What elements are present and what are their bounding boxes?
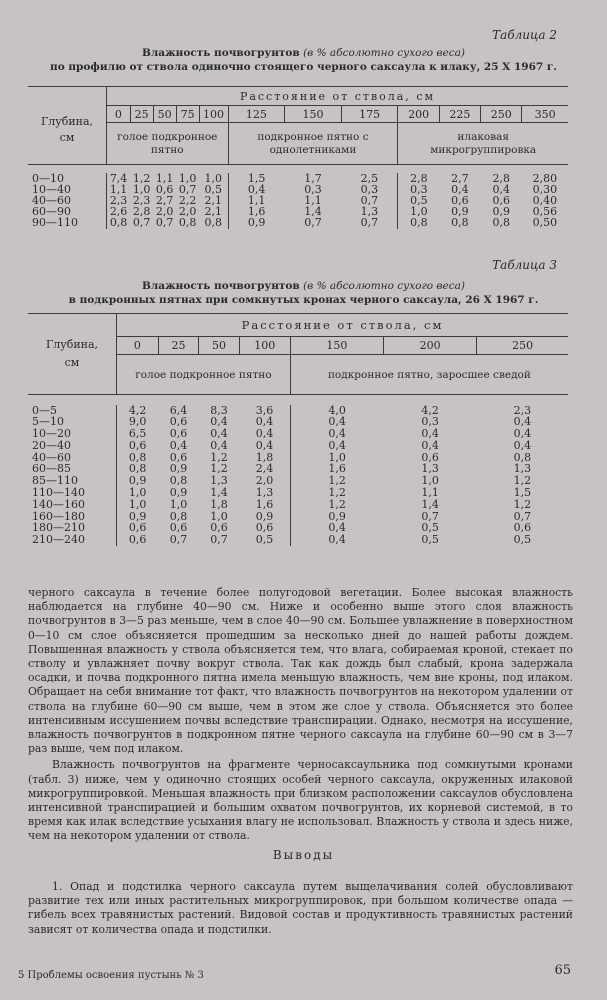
value-cell: 1,0 bbox=[132, 182, 151, 196]
value-cell: 1,4 bbox=[210, 486, 228, 500]
value-cell: 0,4 bbox=[290, 416, 383, 428]
value-cell: 0,6 bbox=[169, 450, 188, 464]
value-cell: 0,8 bbox=[398, 217, 439, 228]
group-bare-spot: голое подкронное пятно bbox=[107, 123, 229, 165]
table-row bbox=[28, 217, 568, 228]
depth-cell: 0—10 bbox=[32, 171, 64, 185]
value-cell: 0,4 bbox=[290, 534, 383, 546]
value-cell: 0,6 bbox=[117, 534, 159, 546]
value-cell: 1,2 bbox=[513, 474, 532, 488]
group-ilak-micro: илаковая микрогруппировка bbox=[398, 123, 568, 165]
value-cell: 0,3 bbox=[360, 182, 379, 196]
value-cell: 1,1 bbox=[304, 193, 322, 207]
table-row bbox=[28, 195, 568, 206]
value-cell: 0,8 bbox=[513, 450, 532, 464]
distance-value: 350 bbox=[522, 106, 568, 123]
table-row bbox=[28, 173, 568, 184]
value-cell: 0,3 bbox=[398, 184, 439, 195]
depth-cell: 110—140 bbox=[32, 486, 85, 500]
value-cell: 0,9 bbox=[290, 511, 383, 523]
value-cell: 0,6 bbox=[117, 522, 159, 534]
paragraph-2: Влажность почвогрунтов на фрагменте черносаксаульника под сомкнутыми кронами (табл. 3) ниже, чем у одиночно стоящих особей черного саксаула, окруженных илаковой микрогруппировкой. Меньшая влажность при близком расположении саксаулов обусловлена интенсивной транспирацией и большим охватом почвогрунтов, их корневой системой, в то время как илак вследствие усыхания влагу не использовал. Влажность у ствола и здесь ниже, чем на некотором удалении от ствола. bbox=[28, 758, 573, 843]
value-cell: 0,4 bbox=[290, 428, 383, 440]
value-cell: 0,7 bbox=[360, 216, 379, 230]
value-cell: 6,4 bbox=[169, 403, 188, 417]
table-3-title-italic: (в % абсолютно сухого веса) bbox=[303, 280, 465, 292]
table-3-title bbox=[0, 280, 607, 293]
value-cell: 0,7 bbox=[360, 193, 379, 207]
value-cell: 1,0 bbox=[117, 499, 159, 511]
depth-header-line-2: см bbox=[59, 130, 75, 144]
value-cell: 1,0 bbox=[290, 452, 383, 464]
value-cell: 0,56 bbox=[532, 205, 558, 219]
value-cell: 0,6 bbox=[155, 182, 174, 196]
value-cell: 0,8 bbox=[451, 216, 469, 230]
value-cell: 2,2 bbox=[178, 193, 197, 207]
value-cell: 1,0 bbox=[210, 509, 228, 523]
table-row bbox=[28, 184, 568, 195]
value-cell: 2,1 bbox=[204, 205, 223, 219]
value-cell: 1,6 bbox=[255, 497, 274, 511]
value-cell: 0,8 bbox=[204, 216, 223, 230]
table-2-title-italic: (в % абсолютно сухого веса) bbox=[303, 47, 465, 59]
value-cell: 1,2 bbox=[290, 487, 383, 499]
paragraph-1: черного саксаула в течение более полугодовой вегетации. Более высокая влажность наблюдается на глубине 40—90 см. Ниже и особенно выше этого слоя влажность почвогрунтов в 3—5 раз меньше, чем в слое 40—90 см. Большее увлажнение в поверхностном 0—10 см слое объясняется прошедшим за несколько дней до нашей работы дождем. Повышенная влажность у ствола объясняется тем, что влага, собираемая кроной, стекает по стволу и увлажняет почву вокруг ствола. Так как дождь был слабый, крона задержала осадки, и почва подкронного пятна имела меньшую влажность, чем вне кроны, под илаком. Обращает на себя внимание тот факт, что влажность почвогрунтов на некотором удалении от ствола на глубине 60—90 см выше, чем в этом же слое у ствола. Объясняется это более интенсивным иссушением почвы вследствие транспирации. Однако, несмотря на иссушение, влажность почвогрунтов в подкронном пятне черного саксаула на глубине 60—90 см в 3—7 раз выше, чем под илаком. bbox=[28, 586, 573, 756]
table-row bbox=[28, 405, 568, 417]
distance-value: 125 bbox=[228, 106, 285, 123]
value-cell: 1,4 bbox=[421, 497, 439, 511]
depth-header bbox=[28, 314, 117, 395]
value-cell: 0,9 bbox=[169, 462, 188, 476]
value-cell: 2,80 bbox=[532, 171, 558, 185]
distance-value: 150 bbox=[290, 337, 383, 355]
value-cell: 2,3 bbox=[107, 195, 131, 206]
value-cell: 0,9 bbox=[169, 486, 188, 500]
value-cell: 0,4 bbox=[513, 438, 532, 452]
value-cell: 2,1 bbox=[204, 193, 223, 207]
value-cell: 0,8 bbox=[178, 216, 197, 230]
table-row bbox=[28, 475, 568, 487]
value-cell: 0,4 bbox=[255, 427, 274, 441]
value-cell: 0,4 bbox=[451, 182, 469, 196]
table-3 bbox=[28, 313, 568, 546]
depth-cell: 210—240 bbox=[32, 533, 85, 547]
group-annuals-spot: подкронное пятно с однолетниками bbox=[228, 123, 398, 165]
depth-cell: 160—180 bbox=[32, 509, 85, 523]
value-cell: 1,3 bbox=[360, 205, 379, 219]
value-cell: 0,4 bbox=[290, 440, 383, 452]
value-cell: 1,2 bbox=[290, 499, 383, 511]
value-cell: 0,6 bbox=[451, 193, 469, 207]
value-cell: 0,7 bbox=[169, 533, 188, 547]
page-number: 65 bbox=[554, 963, 571, 978]
table-2 bbox=[28, 86, 568, 229]
value-cell: 2,8 bbox=[398, 173, 439, 184]
value-cell: 0,4 bbox=[210, 415, 228, 429]
distance-header: Расстояние от ствола, см bbox=[117, 314, 569, 337]
value-cell: 2,7 bbox=[451, 171, 469, 185]
distance-value: 50 bbox=[153, 106, 176, 123]
depth-header bbox=[28, 87, 107, 165]
value-cell: 0,50 bbox=[532, 216, 558, 230]
value-cell: 1,4 bbox=[304, 205, 322, 219]
value-cell: 0,6 bbox=[169, 427, 188, 441]
distance-value: 0 bbox=[107, 106, 131, 123]
value-cell: 0,6 bbox=[492, 193, 510, 207]
table-3-label: Таблица 3 bbox=[492, 258, 557, 272]
table-2-subtitle: по профилю от ствола одиночно стоящего черного саксаула к илаку, 25 X 1967 г. bbox=[50, 61, 557, 73]
value-cell: 0,7 bbox=[178, 182, 197, 196]
value-cell: 1,0 bbox=[178, 171, 197, 185]
value-cell: 1,3 bbox=[513, 462, 532, 476]
value-cell: 0,4 bbox=[513, 427, 532, 441]
distance-values-row bbox=[28, 106, 568, 123]
value-cell: 4,2 bbox=[421, 403, 439, 417]
value-cell: 2,0 bbox=[255, 474, 274, 488]
value-cell: 1,2 bbox=[210, 450, 228, 464]
value-cell: 2,0 bbox=[155, 205, 174, 219]
value-cell: 0,6 bbox=[421, 450, 439, 464]
value-cell: 1,1 bbox=[155, 171, 174, 185]
table-3-subtitle: в подкронных пятнах при сомкнутых кронах черного саксаула, 26 X 1967 г. bbox=[68, 294, 539, 306]
value-cell: 0,5 bbox=[513, 533, 532, 547]
value-cell: 1,6 bbox=[290, 463, 383, 475]
value-cell: 0,8 bbox=[169, 509, 188, 523]
table-3-body bbox=[28, 395, 568, 547]
value-cell: 6,5 bbox=[117, 428, 159, 440]
value-cell: 0,4 bbox=[290, 522, 383, 534]
value-cell: 0,4 bbox=[421, 427, 439, 441]
table-row bbox=[28, 440, 568, 452]
distance-value: 250 bbox=[477, 337, 568, 355]
table-2-title bbox=[0, 47, 607, 60]
value-cell: 0,4 bbox=[513, 415, 532, 429]
table-row bbox=[28, 534, 568, 546]
value-cell: 0,7 bbox=[421, 509, 439, 523]
value-cell: 0,9 bbox=[255, 509, 274, 523]
conclusion-paragraph: 1. Опад и подстилка черного саксаула путем выщелачивания солей обусловливают развитие тех или иных растительных микрогруппировок, при большом количестве опада — гибель всех травянистых растений. Видовой состав и продуктивность травянистых растений зависят от количества опада и подстилки. bbox=[28, 880, 573, 936]
value-cell: 0,4 bbox=[255, 438, 274, 452]
value-cell: 0,4 bbox=[210, 427, 228, 441]
depth-cell: 10—20 bbox=[32, 427, 71, 441]
value-cell: 0,8 bbox=[117, 463, 159, 475]
table-row bbox=[28, 428, 568, 440]
distance-value: 0 bbox=[117, 337, 159, 355]
value-cell: 1,2 bbox=[210, 462, 228, 476]
table-row bbox=[28, 522, 568, 534]
value-cell: 1,7 bbox=[304, 171, 322, 185]
value-cell: 2,8 bbox=[492, 171, 510, 185]
value-cell: 1,3 bbox=[210, 474, 228, 488]
depth-cell: 60—90 bbox=[32, 205, 71, 219]
value-cell: 7,4 bbox=[107, 173, 131, 184]
value-cell: 0,5 bbox=[255, 533, 274, 547]
distance-value: 200 bbox=[384, 337, 477, 355]
depth-cell: 140—160 bbox=[32, 497, 85, 511]
value-cell: 0,30 bbox=[532, 182, 558, 196]
distance-value: 175 bbox=[341, 106, 398, 123]
value-cell: 0,4 bbox=[228, 184, 285, 195]
value-cell: 2,3 bbox=[132, 193, 151, 207]
depth-header-line-1: Глубина, bbox=[40, 114, 94, 128]
table-row bbox=[28, 499, 568, 511]
value-cell: 2,8 bbox=[132, 205, 151, 219]
value-cell: 1,8 bbox=[210, 497, 228, 511]
value-cell: 0,7 bbox=[155, 216, 174, 230]
distance-value: 75 bbox=[176, 106, 199, 123]
depth-cell: 20—40 bbox=[32, 438, 71, 452]
value-cell: 0,8 bbox=[169, 474, 188, 488]
value-cell: 0,4 bbox=[210, 438, 228, 452]
value-cell: 0,3 bbox=[304, 182, 322, 196]
value-cell: 0,7 bbox=[210, 533, 228, 547]
value-cell: 0,8 bbox=[117, 452, 159, 464]
value-cell: 0,8 bbox=[492, 216, 510, 230]
body-text bbox=[28, 586, 573, 844]
value-cell: 0,6 bbox=[169, 521, 188, 535]
distance-header: Расстояние от ствола, см bbox=[107, 87, 569, 106]
distance-value: 25 bbox=[130, 106, 153, 123]
table-row bbox=[28, 511, 568, 523]
value-cell: 1,8 bbox=[255, 450, 274, 464]
value-cell: 0,4 bbox=[169, 438, 188, 452]
value-cell: 3,6 bbox=[255, 403, 274, 417]
value-cell: 0,7 bbox=[513, 509, 532, 523]
group-sveda-spot: подкронное пятно, заросшее сведой bbox=[290, 355, 568, 395]
depth-cell: 40—60 bbox=[32, 193, 71, 207]
depth-cell: 60—85 bbox=[32, 462, 71, 476]
depth-cell: 40—60 bbox=[32, 450, 71, 464]
table-2-label: Таблица 2 bbox=[492, 28, 557, 42]
value-cell: 1,5 bbox=[228, 173, 285, 184]
value-cell: 1,3 bbox=[255, 486, 274, 500]
value-cell: 0,9 bbox=[492, 205, 510, 219]
distance-value: 25 bbox=[158, 337, 199, 355]
table-row bbox=[28, 206, 568, 217]
value-cell: 1,2 bbox=[513, 497, 532, 511]
value-cell: 0,5 bbox=[421, 533, 439, 547]
value-cell: 1,0 bbox=[398, 206, 439, 217]
value-cell: 1,1 bbox=[421, 486, 439, 500]
value-cell: 8,3 bbox=[210, 403, 228, 417]
distance-value: 100 bbox=[239, 337, 290, 355]
value-cell: 2,6 bbox=[107, 206, 131, 217]
table-row bbox=[28, 463, 568, 475]
value-cell: 0,6 bbox=[117, 440, 159, 452]
depth-header-line-2: см bbox=[64, 356, 80, 369]
value-cell: 9,0 bbox=[117, 416, 159, 428]
table-3-title-bold: Влажность почвогрунтов bbox=[142, 280, 300, 292]
table-row bbox=[28, 416, 568, 428]
value-cell: 0,9 bbox=[228, 217, 285, 228]
table-2-title-bold: Влажность почвогрунтов bbox=[142, 47, 300, 59]
distance-value: 200 bbox=[398, 106, 439, 123]
depth-cell: 5—10 bbox=[32, 415, 64, 429]
depth-cell: 90—110 bbox=[32, 216, 78, 230]
value-cell: 1,0 bbox=[204, 171, 223, 185]
value-cell: 1,2 bbox=[290, 475, 383, 487]
distance-value: 150 bbox=[285, 106, 342, 123]
value-cell: 0,40 bbox=[532, 193, 558, 207]
value-cell: 1,1 bbox=[107, 184, 131, 195]
conclusions-text bbox=[28, 880, 573, 937]
distance-value: 225 bbox=[439, 106, 480, 123]
value-cell: 2,7 bbox=[155, 193, 174, 207]
value-cell: 2,0 bbox=[178, 205, 197, 219]
depth-cell: 85—110 bbox=[32, 474, 78, 488]
value-cell: 0,6 bbox=[513, 521, 532, 535]
value-cell: 0,6 bbox=[255, 521, 274, 535]
value-cell: 1,1 bbox=[228, 195, 285, 206]
group-bare-spot: голое подкронное пятно bbox=[117, 355, 291, 395]
value-cell: 2,4 bbox=[255, 462, 274, 476]
table-row bbox=[28, 452, 568, 464]
value-cell: 1,0 bbox=[117, 487, 159, 499]
value-cell: 1,2 bbox=[132, 171, 151, 185]
value-cell: 0,7 bbox=[132, 216, 151, 230]
value-cell: 0,8 bbox=[107, 217, 131, 228]
table-row bbox=[28, 487, 568, 499]
depth-cell: 180—210 bbox=[32, 521, 85, 535]
value-cell: 0,9 bbox=[117, 475, 159, 487]
value-cell: 0,5 bbox=[398, 195, 439, 206]
value-cell: 1,5 bbox=[513, 486, 532, 500]
value-cell: 0,9 bbox=[117, 511, 159, 523]
value-cell: 0,4 bbox=[255, 415, 274, 429]
footer-source: 5 Проблемы освоения пустынь № 3 bbox=[18, 970, 204, 981]
depth-cell: 10—40 bbox=[32, 182, 71, 196]
value-cell: 0,4 bbox=[421, 438, 439, 452]
distance-value: 50 bbox=[199, 337, 240, 355]
table-2-body bbox=[28, 165, 568, 229]
value-cell: 0,6 bbox=[210, 521, 228, 535]
value-cell: 1,6 bbox=[228, 206, 285, 217]
value-cell: 2,5 bbox=[360, 171, 379, 185]
distance-value: 100 bbox=[199, 106, 228, 123]
value-cell: 4,0 bbox=[290, 405, 383, 417]
distance-value: 250 bbox=[481, 106, 522, 123]
conclusions-heading: Выводы bbox=[272, 848, 335, 862]
value-cell: 0,7 bbox=[304, 216, 322, 230]
depth-header-line-1: Глубина, bbox=[45, 338, 99, 351]
value-cell: 0,6 bbox=[169, 415, 188, 429]
depth-cell: 0—5 bbox=[32, 403, 57, 417]
value-cell: 0,3 bbox=[421, 415, 439, 429]
value-cell: 4,2 bbox=[117, 405, 159, 417]
value-cell: 0,5 bbox=[421, 521, 439, 535]
value-cell: 2,3 bbox=[513, 403, 532, 417]
value-cell: 0,9 bbox=[451, 205, 469, 219]
value-cell: 1,0 bbox=[421, 474, 439, 488]
value-cell: 0,5 bbox=[204, 182, 223, 196]
value-cell: 1,0 bbox=[169, 497, 188, 511]
value-cell: 0,4 bbox=[492, 182, 510, 196]
value-cell: 1,3 bbox=[421, 462, 439, 476]
